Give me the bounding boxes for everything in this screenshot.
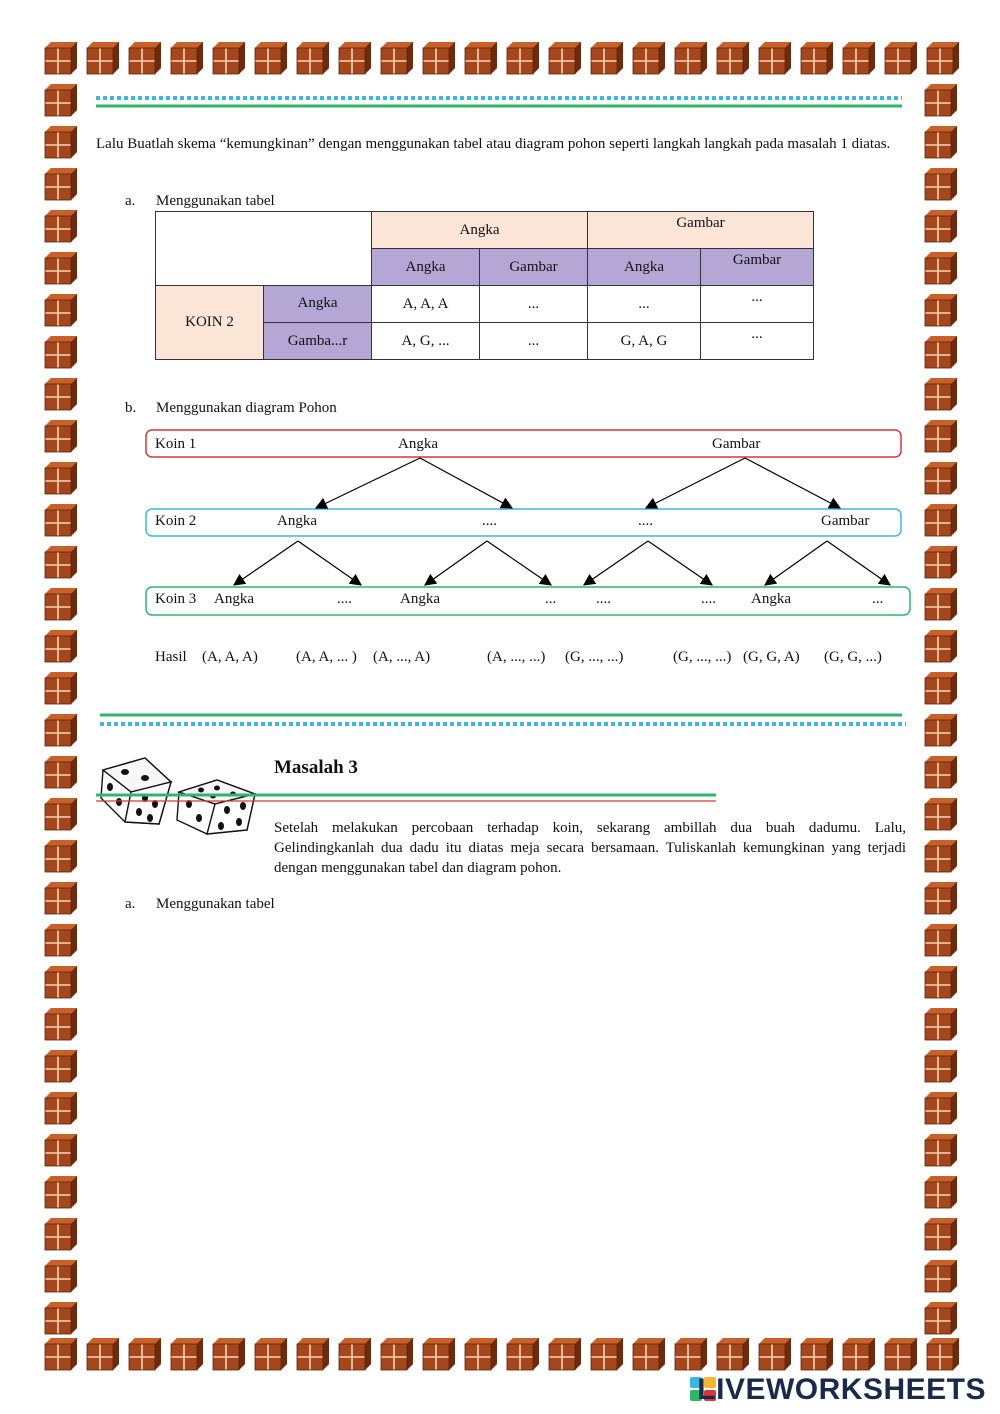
koin2-node[interactable]: .... (482, 513, 497, 529)
koin3-node: Angka (400, 591, 440, 607)
hasil-item[interactable]: (A, ..., ...) (487, 649, 546, 665)
hasil-item: (A, A, A) (202, 649, 258, 665)
table-subheader: Gambar (701, 249, 814, 286)
masalah3-text: Setelah melakukan percobaan terhadap koin, sekarang ambillah dua buah dadumu. Lalu, Gelindingkanlah dua dadu itu diatas meja secara bersamaan. Tuliskanlah kemungkinan yang terjadi dengan menggunakan tabel dan diagram pohon. (274, 820, 906, 876)
border-brick-icon (925, 1008, 957, 1040)
border-brick-icon (45, 1134, 77, 1166)
masalah3-underline (96, 792, 718, 804)
table-row-label: Gamba...r (264, 323, 372, 360)
table-cell[interactable]: ... (701, 286, 814, 323)
table-subheader: Angka (372, 249, 480, 286)
border-brick-icon (45, 798, 77, 830)
table-cell[interactable]: G, A, G (588, 323, 701, 360)
border-brick-icon (925, 882, 957, 914)
border-brick-icon (213, 1338, 245, 1370)
border-brick-icon (925, 840, 957, 872)
tree-arrow (745, 458, 840, 508)
tree-arrow (487, 541, 551, 585)
border-brick-icon (925, 1176, 957, 1208)
table-subheader: Gambar (480, 249, 588, 286)
koin1-node: Angka (398, 436, 438, 452)
border-brick-icon (925, 924, 957, 956)
intro-text: Lalu Buatlah skema “kemungkinan” dengan menggunakan tabel atau diagram pohon seperti langkah langkah pada masalah 1 diatas. (96, 136, 891, 152)
border-brick-icon (45, 1092, 77, 1124)
border-brick-icon (381, 1338, 413, 1370)
border-brick-icon (129, 1338, 161, 1370)
border-brick-icon (633, 1338, 665, 1370)
tree-arrow (584, 541, 648, 585)
table-cell[interactable]: ... (588, 286, 701, 323)
table-row-group: KOIN 2 (156, 286, 264, 360)
koin2-node: Angka (277, 513, 317, 529)
border-brick-icon (297, 1338, 329, 1370)
tree-arrow (765, 541, 827, 585)
koin3-node[interactable]: ... (872, 591, 884, 607)
border-brick-icon (927, 1338, 959, 1370)
masalah3-title: Masalah 3 (274, 757, 358, 778)
table-subheader: Angka (588, 249, 701, 286)
border-brick-icon (45, 1338, 77, 1370)
table-cell[interactable]: ... (480, 286, 588, 323)
border-brick-icon (925, 966, 957, 998)
border-brick-icon (925, 1260, 957, 1292)
hasil-label: Hasil (155, 649, 187, 665)
border-brick-icon (591, 1338, 623, 1370)
koin3-label: Koin 3 (155, 591, 197, 607)
border-brick-icon (339, 1338, 371, 1370)
border-brick-icon (45, 1176, 77, 1208)
border-brick-icon (45, 1218, 77, 1250)
border-brick-icon (925, 798, 957, 830)
border-brick-icon (925, 1134, 957, 1166)
border-brick-icon (675, 1338, 707, 1370)
koin1-node: Gambar (712, 436, 761, 452)
hasil-item[interactable]: (G, G, ...) (824, 649, 882, 665)
border-brick-icon (45, 1260, 77, 1292)
border-brick-icon (45, 756, 77, 788)
border-brick-icon (925, 756, 957, 788)
border-brick-icon (171, 1338, 203, 1370)
hasil-item[interactable]: (A, ..., A) (373, 649, 431, 665)
brand-name[interactable]: LIVEWORKSHEETS (697, 1373, 986, 1406)
koin2-node: Gambar (821, 513, 870, 529)
koin1-box (146, 430, 901, 457)
tree-arrow (420, 458, 512, 508)
koin2-node[interactable]: .... (638, 513, 653, 529)
koin2-box (146, 509, 901, 536)
hasil-item[interactable]: (G, ..., ...) (673, 649, 732, 665)
tree-arrow (827, 541, 890, 585)
koin2-label: Koin 2 (155, 513, 197, 529)
border-brick-icon (549, 1338, 581, 1370)
middle-divider (100, 712, 906, 728)
border-brick-icon (423, 1338, 455, 1370)
part-b-letter: b. (125, 400, 137, 416)
border-brick-icon (507, 1338, 539, 1370)
hasil-item[interactable]: (A, A, ... ) (296, 649, 357, 665)
table-cell[interactable]: A, G, ... (372, 323, 480, 360)
part-a-letter: a. (125, 193, 136, 209)
border-brick-icon (925, 1050, 957, 1082)
border-brick-icon (45, 840, 77, 872)
border-brick-icon (87, 1338, 119, 1370)
tree-diagram (0, 0, 1000, 700)
border-brick-icon (45, 714, 77, 746)
border-brick-icon (925, 1218, 957, 1250)
koin3-node[interactable]: .... (596, 591, 611, 607)
koin3-node[interactable]: ... (545, 591, 557, 607)
tree-arrow (646, 458, 745, 508)
tree-arrow (298, 541, 361, 585)
border-brick-icon (717, 1338, 749, 1370)
koin3-box (146, 587, 910, 615)
table-header-angka: Angka (372, 212, 588, 249)
table-cell[interactable]: A, A, A (372, 286, 480, 323)
part-a2-label: Menggunakan tabel (156, 896, 275, 912)
koin3-node: Angka (751, 591, 791, 607)
koin3-node[interactable]: .... (337, 591, 352, 607)
tree-arrow (425, 541, 487, 585)
tree-arrow (648, 541, 712, 585)
part-a2-letter: a. (125, 896, 136, 912)
koin1-label: Koin 1 (155, 436, 197, 452)
border-brick-icon (801, 1338, 833, 1370)
part-a-label: Menggunakan tabel (156, 193, 275, 209)
border-brick-icon (45, 1008, 77, 1040)
hasil-item: (G, G, A) (743, 649, 800, 665)
hasil-item[interactable]: (G, ..., ...) (565, 649, 624, 665)
tree-arrow (316, 458, 420, 508)
border-brick-icon (255, 1338, 287, 1370)
border-brick-icon (45, 1050, 77, 1082)
table-row-label: Angka (264, 286, 372, 323)
border-brick-icon (925, 1302, 957, 1334)
part-b-label: Menggunakan diagram Pohon (156, 400, 337, 416)
border-brick-icon (885, 1338, 917, 1370)
border-brick-icon (925, 714, 957, 746)
table-cell[interactable]: ... (701, 323, 814, 360)
koin3-node: Angka (214, 591, 254, 607)
border-brick-icon (925, 1092, 957, 1124)
table-cell[interactable]: ... (480, 323, 588, 360)
border-brick-icon (45, 1302, 77, 1334)
border-brick-icon (45, 882, 77, 914)
table-header-gambar: Gambar (588, 212, 814, 249)
border-brick-icon (843, 1338, 875, 1370)
tree-arrow (234, 541, 298, 585)
border-brick-icon (759, 1338, 791, 1370)
border-brick-icon (45, 966, 77, 998)
border-brick-icon (45, 924, 77, 956)
border-brick-icon (465, 1338, 497, 1370)
koin3-node[interactable]: .... (701, 591, 716, 607)
